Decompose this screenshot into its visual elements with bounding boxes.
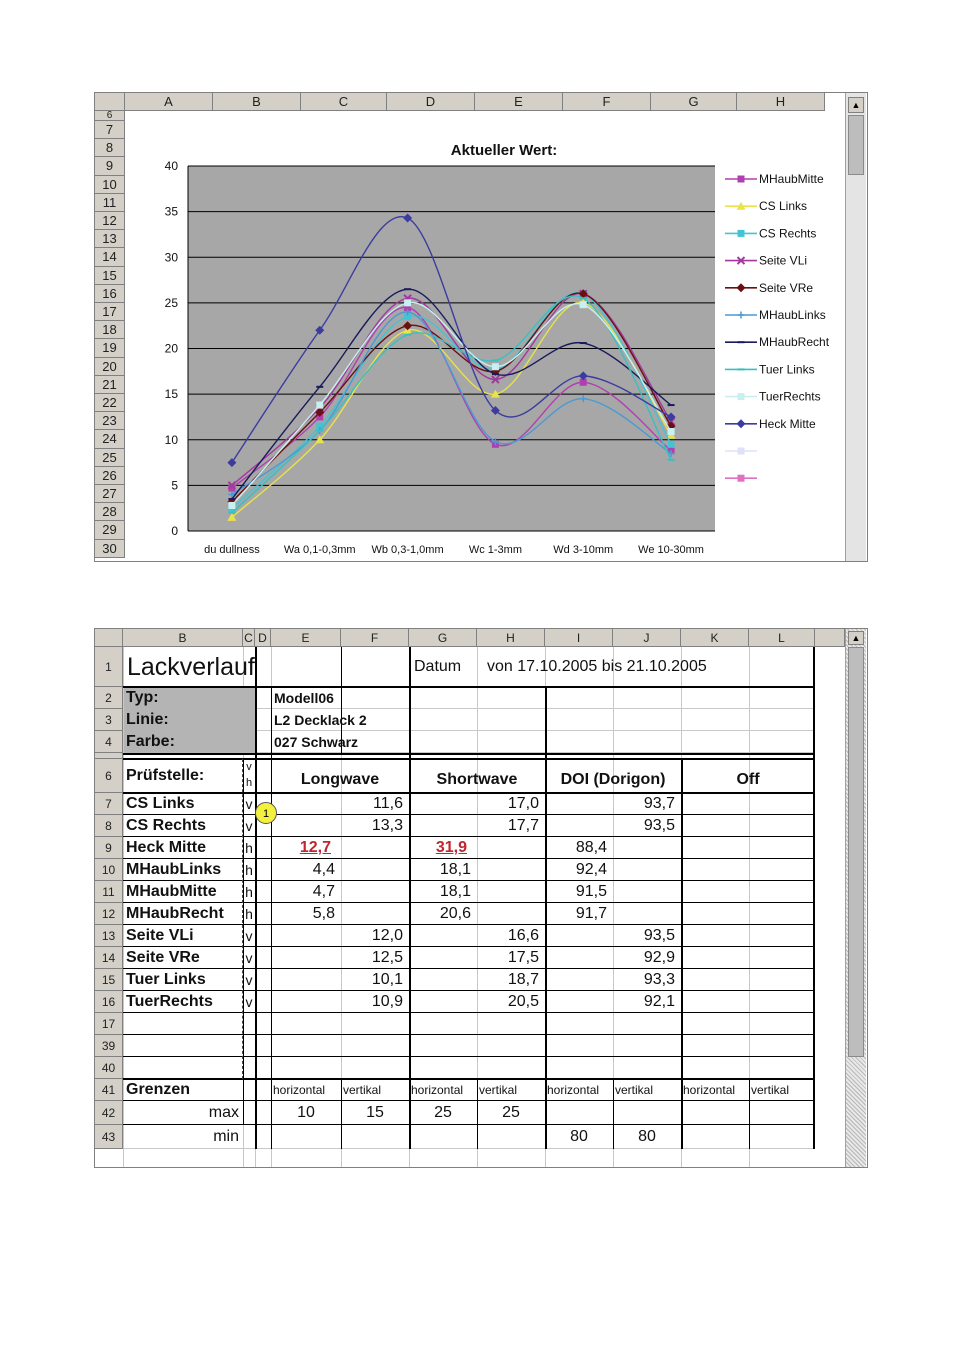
vh-flag[interactable]: h [245,840,253,856]
typ-label[interactable]: Typ: [126,689,159,706]
row-header-12[interactable]: 12 [95,903,123,925]
value-cell-f[interactable]: 13,3 [371,817,403,834]
y-tick-label: 20 [164,341,178,356]
x-tick-label: Wb 0,3-1,0mm [371,544,444,556]
row-header-18[interactable]: 18 [95,321,125,339]
column-header-b[interactable]: B [123,629,243,647]
value-cell-g[interactable]: 18,1 [439,861,471,878]
data-point-tuer-links [580,297,587,299]
row-header-7[interactable]: 7 [95,793,123,815]
pruefstelle-name[interactable]: CS Links [126,795,195,812]
data-point-mhaubrecht [580,342,587,344]
column-header-l[interactable]: L [749,629,815,647]
row-header-11[interactable]: 11 [95,194,125,212]
data-point-mhaubrecht [492,373,499,375]
value-cell-i[interactable]: 91,5 [575,883,607,900]
table-border [813,647,815,1149]
legend-label-mhaublinks: MHaubLinks [759,308,826,322]
max-value-e[interactable]: 10 [297,1104,315,1121]
column-header-d[interactable]: D [255,629,271,647]
min-value-i[interactable]: 80 [570,1128,588,1145]
scroll-thumb[interactable] [848,115,864,175]
y-tick-label: 25 [164,295,178,310]
data-point-tuerrechts [580,301,587,308]
value-cell-i[interactable]: 91,7 [575,905,607,922]
min-label[interactable]: min [213,1128,239,1145]
row-header-12[interactable]: 12 [95,212,125,230]
grenzen-label[interactable]: Grenzen [126,1081,191,1098]
data-point-mhaubrecht [404,288,411,290]
farbe-value[interactable]: 027 Schwarz [274,734,359,750]
max-value-g[interactable]: 25 [434,1104,452,1121]
data-point-mhaubrecht [316,386,323,388]
limit-orientation-vertikal[interactable]: vertikal [615,1083,654,1097]
legend-marker-blank [738,475,745,482]
row-header-21[interactable]: 21 [95,376,125,394]
row-header-14[interactable]: 14 [95,947,123,969]
value-cell-e[interactable]: 5,8 [312,905,335,922]
y-tick-label: 15 [164,387,178,402]
row-header-30[interactable]: 30 [95,540,125,558]
data-point-tuer-links [668,459,675,461]
table-border [255,647,257,1149]
scroll-up-button[interactable]: ▲ [848,631,864,645]
pruefstelle-name[interactable]: MHaubRecht [126,905,224,922]
value-cell-f[interactable]: 12,0 [371,927,403,944]
data-point-mhaubrecht [228,498,235,500]
group-header-shortwave: Shortwave [436,771,518,788]
legend-label-mhaubmitte: MHaubMitte [759,172,824,186]
data-point-cs-rechts [668,441,675,448]
datum-label[interactable]: Datum [414,658,462,675]
y-tick-label: 0 [171,524,178,538]
value-cell-h[interactable]: 16,6 [507,927,539,944]
limit-orientation-horizontal[interactable]: horizontal [273,1083,326,1097]
data-point-tuer-links [492,359,499,361]
legend-marker-blank [738,448,745,455]
legend-label-tuerrechts: TuerRechts [759,389,821,404]
legend-label-cs-rechts: CS Rechts [759,226,817,241]
column-header-e[interactable]: E [475,93,563,111]
legend-label-seite-vli: Seite VLi [759,253,808,268]
pruefstelle-name[interactable]: MHaubLinks [126,861,222,878]
row-header-13[interactable]: 13 [95,230,125,248]
vh-flag[interactable]: v [245,950,253,966]
legend-marker-tuerrechts [738,393,745,400]
row-header-3[interactable]: 3 [95,709,123,731]
limit-orientation-horizontal[interactable]: horizontal [547,1083,600,1097]
row-header-10[interactable]: 10 [95,859,123,881]
value-cell-h[interactable]: 18,7 [507,971,539,988]
table-border [123,1056,815,1057]
row-header-6[interactable]: 6 [95,111,125,121]
value-cell-f[interactable]: 11,6 [373,795,403,812]
row-header-43[interactable]: 43 [95,1125,123,1149]
vertical-scrollbar[interactable] [845,629,866,1167]
datum-range[interactable]: von 17.10.2005 bis 21.10.2005 [487,658,707,675]
value-cell-i[interactable]: 88,4 [575,839,607,856]
vh-flag[interactable]: v [245,818,253,834]
value-cell-h[interactable]: 17,5 [507,949,539,966]
row-header-14[interactable]: 14 [95,248,125,266]
column-header-e[interactable]: E [271,629,341,647]
row-header-27[interactable]: 27 [95,485,125,503]
sheet-title[interactable]: Lackverlauf [127,653,255,681]
vh-flag[interactable]: v [245,796,253,812]
x-tick-label: We 10-30mm [638,544,704,556]
scroll-thumb[interactable] [848,647,864,1057]
column-header-i[interactable]: I [545,629,613,647]
data-point-tuer-links [228,512,235,514]
value-cell-j[interactable]: 92,9 [643,949,675,966]
value-cell-j[interactable]: 93,5 [643,817,675,834]
row-header-11[interactable]: 11 [95,881,123,903]
column-header-c[interactable]: C [301,93,387,111]
x-tick-label: Wc 1-3mm [468,544,523,556]
vh-flag[interactable]: h [245,862,253,878]
x-tick-label: du dullness [204,544,260,556]
column-header-g[interactable]: G [409,629,477,647]
row-header-15[interactable]: 15 [95,969,123,991]
excel-chart-window [94,92,868,562]
row-header-19[interactable]: 19 [95,339,125,357]
row-header-40[interactable]: 40 [95,1057,123,1079]
linie-value[interactable]: L2 Decklack 2 [274,712,367,728]
group-header-off: Off [736,771,760,788]
pruefstelle-label[interactable]: Prüfstelle: [126,767,205,784]
column-header-k[interactable]: K [681,629,749,647]
row-header-8[interactable]: 8 [95,139,125,157]
legend-label-cs-links: CS Links [759,199,808,214]
vertical-scrollbar[interactable] [845,93,866,561]
row-header-41[interactable]: 41 [95,1079,123,1101]
table-border [123,753,815,755]
excel-table-window [94,628,868,1168]
scroll-up-button[interactable]: ▲ [848,97,864,113]
limit-orientation-vertikal[interactable]: vertikal [343,1083,382,1097]
pruefstelle-name[interactable]: MHaubMitte [126,883,217,900]
y-tick-label: 10 [164,432,178,447]
max-value-f[interactable]: 15 [366,1104,384,1121]
row-header-26[interactable]: 26 [95,467,125,485]
vh-flag[interactable]: v [245,972,253,988]
value-cell-j[interactable]: 92,1 [643,993,675,1010]
chart-title: Aktueller Wert: [450,142,558,159]
min-value-j[interactable]: 80 [638,1128,656,1145]
row-header-9[interactable]: 9 [95,837,123,859]
x-tick-label: Wa 0,1-0,3mm [283,544,356,556]
max-label[interactable]: max [208,1104,239,1121]
value-cell-f[interactable]: 10,9 [371,993,403,1010]
column-header-h[interactable]: H [477,629,545,647]
value-cell-e[interactable]: 4,7 [312,883,335,900]
row-header-17[interactable]: 17 [95,303,125,321]
vh-flag[interactable]: v [245,994,253,1010]
row-header-7[interactable]: 7 [95,121,125,139]
column-header-j[interactable]: J [613,629,681,647]
row-header-15[interactable]: 15 [95,267,125,285]
value-cell-j[interactable]: 93,7 [643,795,675,812]
vh-flag[interactable]: h [245,906,253,922]
data-point-tuer-links [404,334,411,336]
pruefstelle-name[interactable]: Tuer Links [126,971,206,988]
row-header-4[interactable]: 4 [95,731,123,753]
column-header-a[interactable]: A [125,93,213,111]
table-border [123,1034,815,1035]
legend-marker-mhaubmitte [738,176,745,183]
legend-label-mhaubrecht: MHaubRecht [759,335,830,350]
data-point-tuerrechts [668,428,675,435]
pruefstelle-name[interactable]: Seite VRe [126,949,200,966]
column-header-b[interactable]: B [213,93,301,111]
row-header-22[interactable]: 22 [95,394,125,412]
row-header-8[interactable]: 8 [95,815,123,837]
corner-cell[interactable] [95,93,125,111]
legend-label-seite-vre: Seite VRe [759,280,814,295]
row-header-29[interactable]: 29 [95,521,125,539]
row-header-16[interactable]: 16 [95,285,125,303]
pruefstelle-name[interactable]: CS Rechts [126,817,207,834]
limit-orientation-horizontal[interactable]: horizontal [683,1083,736,1097]
pruefstelle-name[interactable]: Seite VLi [126,927,194,944]
group-header-doi-dorigon-: DOI (Dorigon) [560,771,666,788]
pruefstelle-name[interactable]: TuerRechts [126,993,213,1010]
row-header-17[interactable]: 17 [95,1013,123,1035]
data-point-mhaubrecht [668,404,675,406]
row-header-1[interactable]: 1 [95,647,123,687]
row-header-16[interactable]: 16 [95,991,123,1013]
group-header-longwave: Longwave [300,771,380,788]
legend-marker-tuer-links [738,368,745,370]
typ-value[interactable]: Modell06 [274,690,334,706]
row-header-24[interactable]: 24 [95,430,125,448]
legend-marker-cs-rechts [738,230,745,237]
row-header-6[interactable]: 6 [95,759,123,793]
x-tick-label: Wd 3-10mm [553,544,614,556]
row-header-9[interactable]: 9 [95,157,125,175]
value-cell-f[interactable]: 10,1 [371,971,403,988]
vh-flag[interactable]: v [245,928,253,944]
linie-label[interactable]: Linie: [126,711,169,728]
row-header-28[interactable]: 28 [95,503,125,521]
limit-orientation-vertikal[interactable]: vertikal [479,1083,518,1097]
value-cell-h[interactable]: 17,7 [507,817,539,834]
y-tick-label: 30 [164,250,178,265]
value-cell-i[interactable]: 92,4 [575,861,607,878]
value-cell-j[interactable]: 93,5 [643,927,675,944]
column-header-f[interactable]: F [341,629,409,647]
value-cell-e[interactable]: 12,7 [299,839,331,856]
data-point-tuerrechts [316,402,323,409]
value-cell-e[interactable]: 4,4 [312,861,335,878]
chart [125,111,845,561]
row-header-39[interactable]: 39 [95,1035,123,1057]
data-point-tuer-links [316,430,323,432]
column-header-f[interactable]: F [563,93,651,111]
y-tick-label: 35 [164,204,178,219]
row-header-10[interactable]: 10 [95,176,125,194]
row-header-20[interactable]: 20 [95,358,125,376]
value-cell-g[interactable]: 31,9 [435,839,467,856]
legend-label-heck-mitte: Heck Mitte [759,416,816,431]
annotation-marker: 1 [255,802,277,824]
value-cell-g[interactable]: 18,1 [439,883,471,900]
value-cell-f[interactable]: 12,5 [371,949,403,966]
value-cell-h[interactable]: 20,5 [507,993,539,1010]
row-header-23[interactable]: 23 [95,412,125,430]
row-header-42[interactable]: 42 [95,1101,123,1125]
column-header-blank [815,629,845,647]
max-value-h[interactable]: 25 [502,1104,520,1121]
vh-label-h: h [245,777,253,789]
vh-flag[interactable]: h [245,884,253,900]
vh-label-v: v [246,761,252,773]
data-point-tuerrechts [404,299,411,306]
value-cell-g[interactable]: 20,6 [439,905,471,922]
data-point-tuerrechts [492,363,499,370]
row-header-13[interactable]: 13 [95,925,123,947]
limit-orientation-vertikal[interactable]: vertikal [751,1083,790,1097]
data-point-tuerrechts [228,502,235,509]
limit-orientation-horizontal[interactable]: horizontal [411,1083,464,1097]
row-header-2[interactable]: 2 [95,687,123,709]
corner-cell[interactable] [95,629,123,647]
value-cell-h[interactable]: 17,0 [507,795,539,812]
y-tick-label: 5 [171,478,178,493]
farbe-label[interactable]: Farbe: [126,733,175,750]
row-header-25[interactable]: 25 [95,449,125,467]
legend-label-tuer-links: Tuer Links [759,362,815,377]
column-header-g[interactable]: G [651,93,737,111]
y-tick-label: 40 [164,159,178,173]
column-header-h[interactable]: H [737,93,825,111]
column-header-d[interactable]: D [387,93,475,111]
pruefstelle-name[interactable]: Heck Mitte [126,839,207,856]
legend-marker-mhaubrecht [738,341,745,343]
value-cell-j[interactable]: 93,3 [643,971,675,988]
column-header-c[interactable]: C [243,629,255,647]
